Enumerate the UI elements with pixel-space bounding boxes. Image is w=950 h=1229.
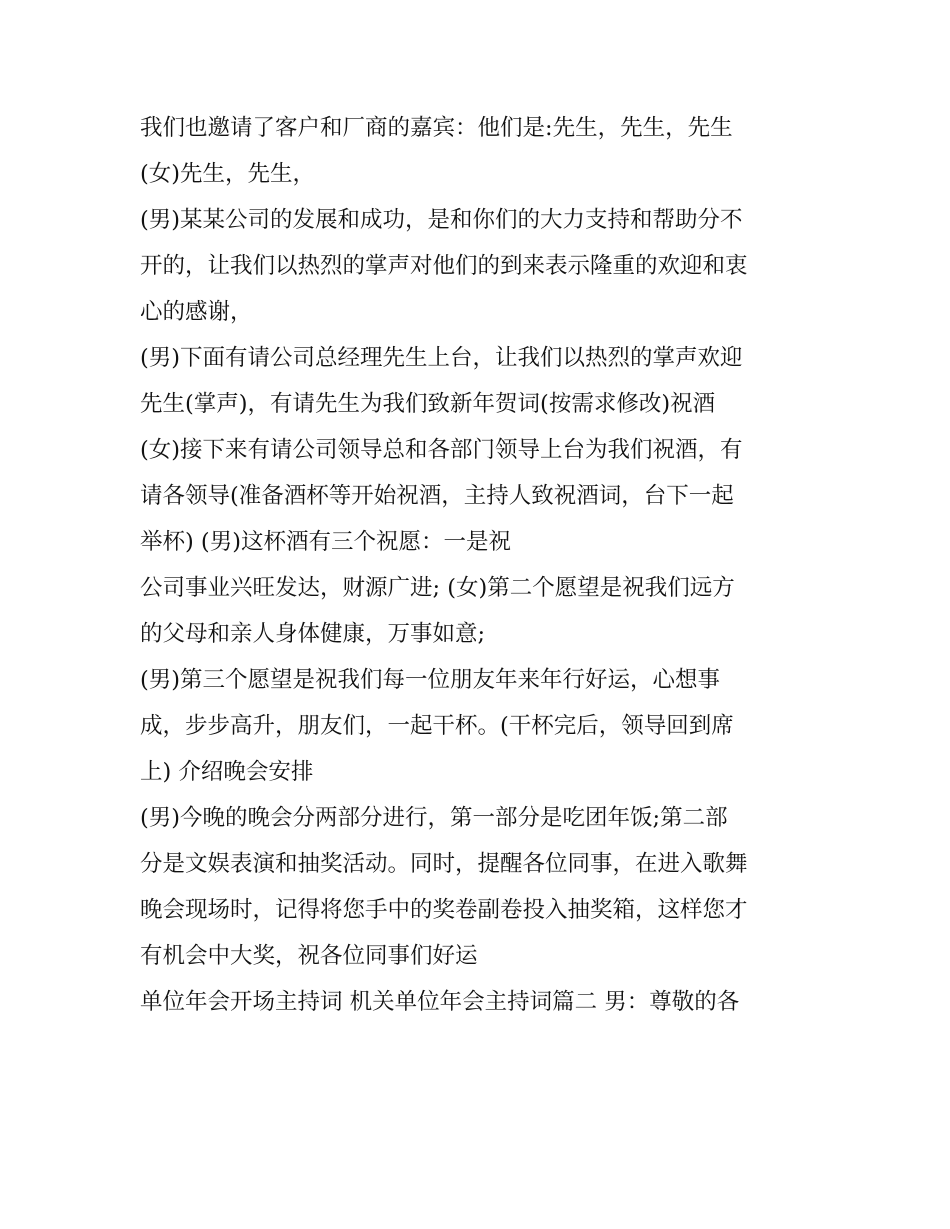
text-line: 分是文娱表演和抽奖活动。同时，提醒各位同事，在进入歌舞	[140, 851, 748, 877]
text-line: 的父母和亲人身体健康，万事如意;	[140, 621, 486, 647]
text-line: (女)接下来有请公司领导总和各部门领导上台为我们祝酒，有	[140, 437, 743, 463]
text-line: 请各领导(准备酒杯等开始祝酒，主持人致祝酒词，台下一起	[140, 483, 734, 509]
text-line: (男)下面有请公司总经理先生上台，让我们以热烈的掌声欢迎	[140, 345, 743, 371]
text-line: 有机会中大奖，祝各位同事们好运	[140, 943, 478, 969]
text-line: 举杯) (男)这杯酒有三个祝愿：一是祝	[140, 529, 511, 555]
text-line: 心的感谢，	[140, 299, 253, 325]
text-line: (男)今晚的晚会分两部分进行，第一部分是吃团年饭;第二部	[140, 805, 728, 831]
text-line: 单位年会开场主持词 机关单位年会主持词篇二 男：尊敬的各	[140, 989, 740, 1015]
text-line: 成，步步高升，朋友们，一起干杯。(干杯完后，领导回到席	[140, 713, 734, 739]
text-line: 先生(掌声)，有请先生为我们致新年贺词(按需求修改)祝酒	[140, 391, 716, 417]
text-line: 开的，让我们以热烈的掌声对他们的到来表示隆重的欢迎和衷	[140, 253, 748, 279]
text-line: 公司事业兴旺发达，财源广进; (女)第二个愿望是祝我们远方	[140, 575, 735, 601]
document-body	[140, 105, 830, 1025]
text-line: (女)先生，先生，	[140, 161, 316, 187]
text-line: (男)某某公司的发展和成功，是和你们的大力支持和帮助分不	[140, 207, 743, 233]
text-line: 我们也邀请了客户和厂商的嘉宾：他们是:先生，先生，先生	[140, 115, 733, 141]
text-line: (男)第三个愿望是祝我们每一位朋友年来年行好运，心想事	[140, 667, 721, 693]
text-line: 上) 介绍晚会安排	[140, 759, 314, 785]
text-line: 晚会现场时，记得将您手中的奖卷副卷投入抽奖箱，这样您才	[140, 897, 748, 923]
